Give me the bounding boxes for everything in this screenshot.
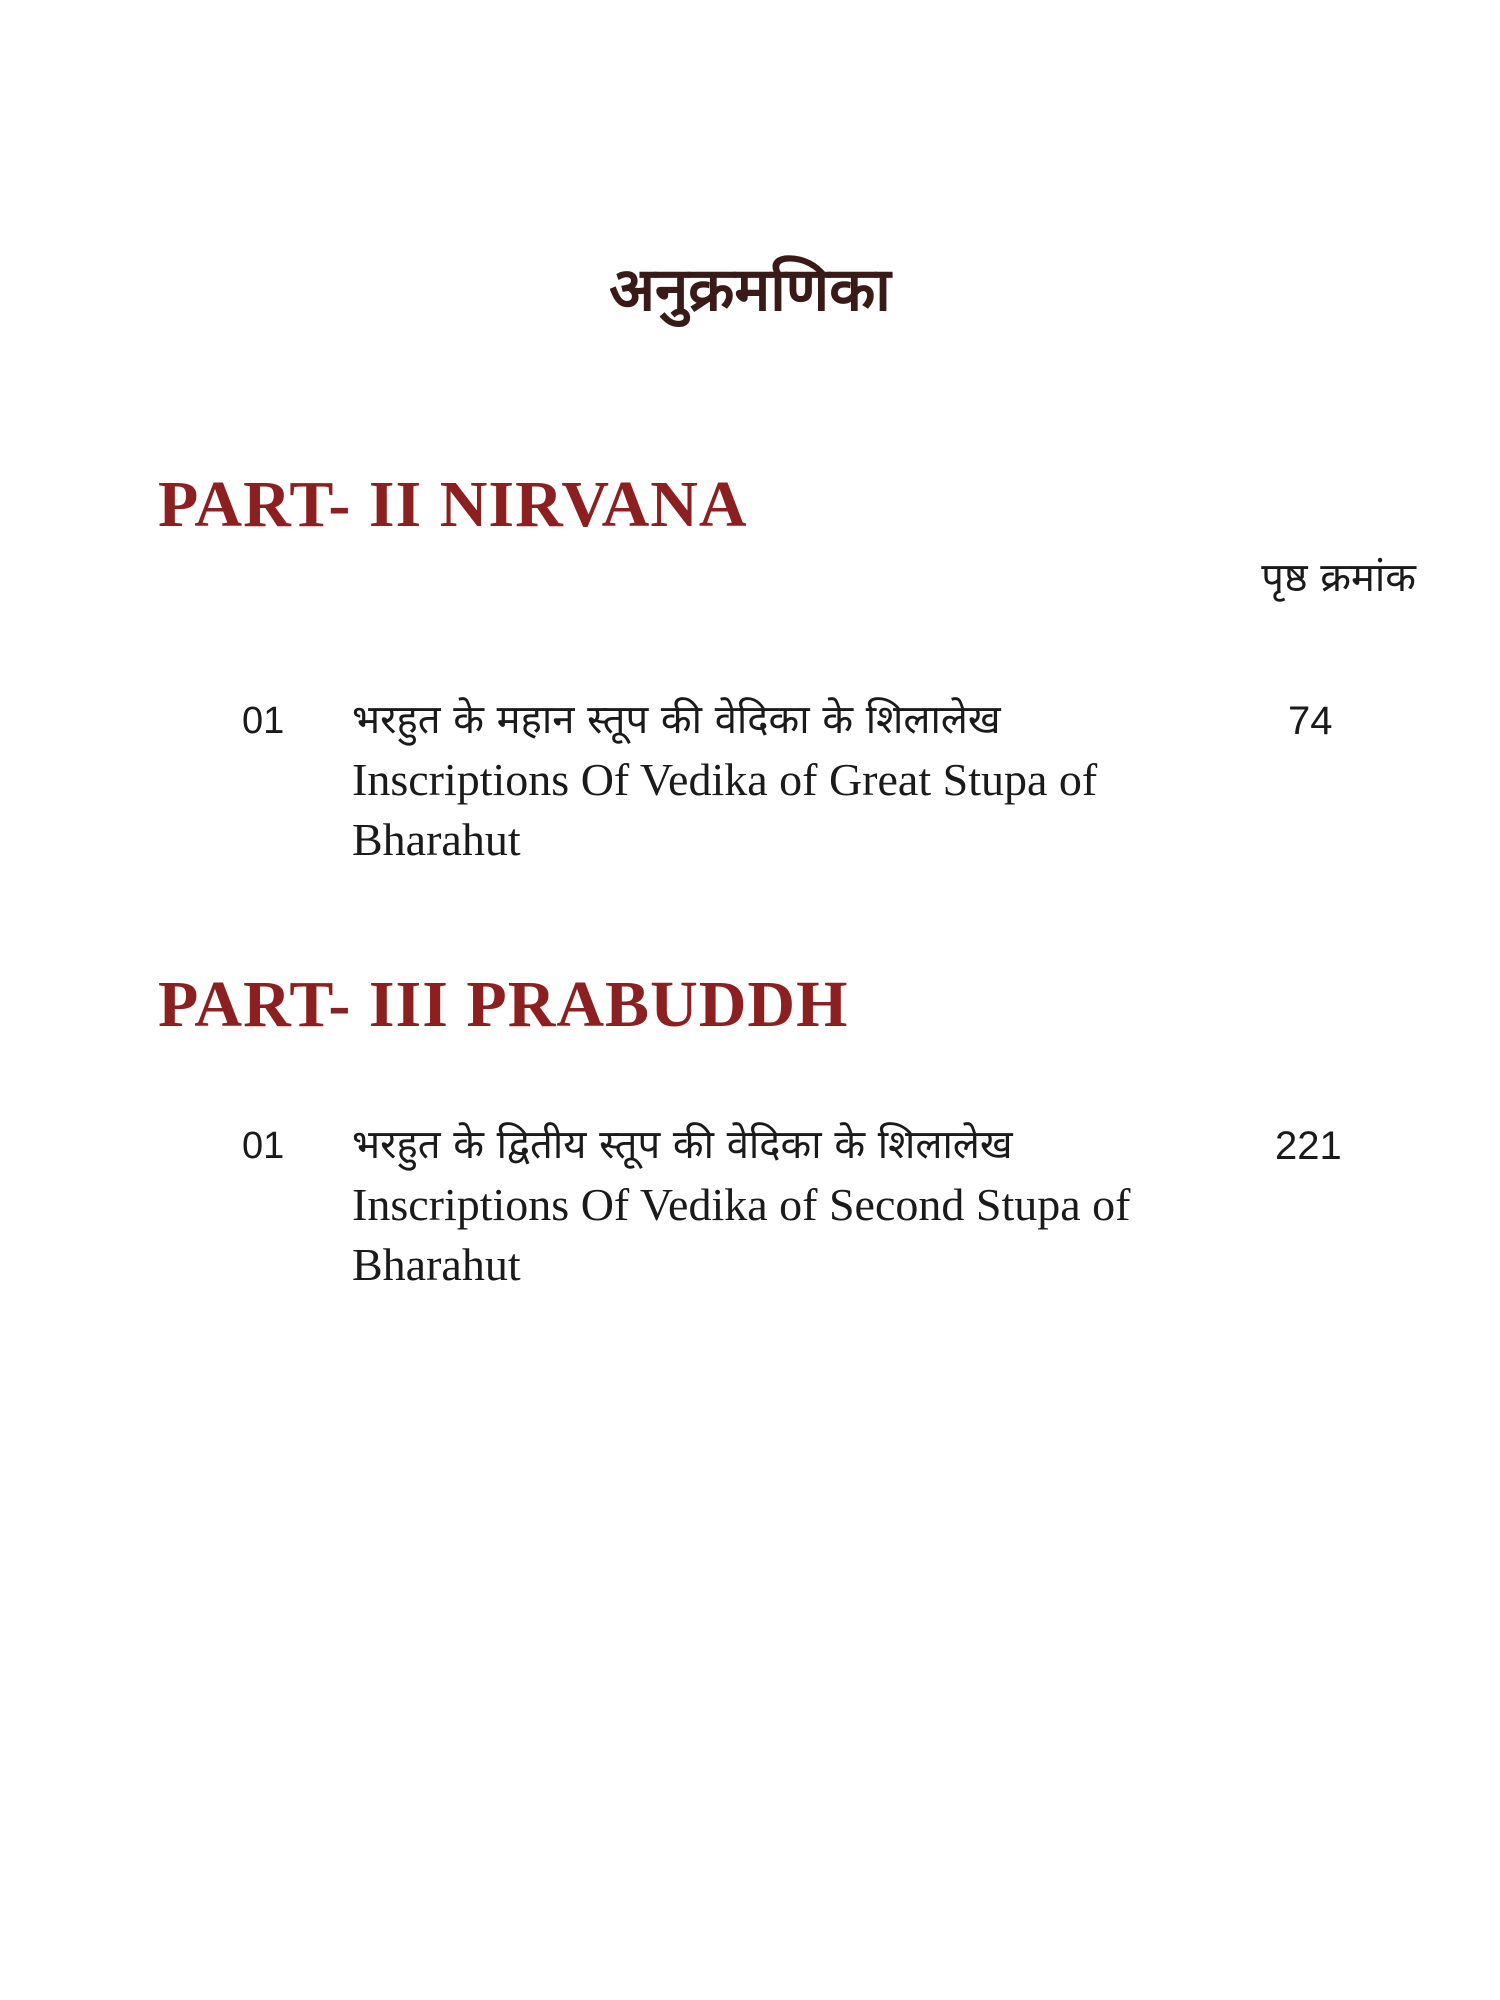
entry-english-title: Inscriptions Of Vedika of Second Stupa of Bharahut <box>352 1179 1131 1290</box>
entry-english-title: Inscriptions Of Vedika of Great Stupa of Bharahut <box>352 754 1098 865</box>
part-heading-nirvana: PART- II NIRVANA <box>158 468 748 541</box>
part-heading-prabuddh: PART- III PRABUDDH <box>158 968 849 1041</box>
page-number-column-header: पृष्ठ क्रमांक <box>1261 555 1416 601</box>
entry-page-number: 74 <box>1288 699 1333 743</box>
entry-page-number: 221 <box>1275 1124 1342 1168</box>
entry-hindi-title: भरहुत के महान स्तूप की वेदिका के शिलालेख <box>352 697 1001 743</box>
entry-number: 01 <box>242 700 285 742</box>
entry-number: 01 <box>242 1125 285 1167</box>
page-title: अनुक्रमणिका <box>609 255 891 325</box>
entry-hindi-title: भरहुत के द्वितीय स्तूप की वेदिका के शिलालेख <box>352 1122 1013 1168</box>
